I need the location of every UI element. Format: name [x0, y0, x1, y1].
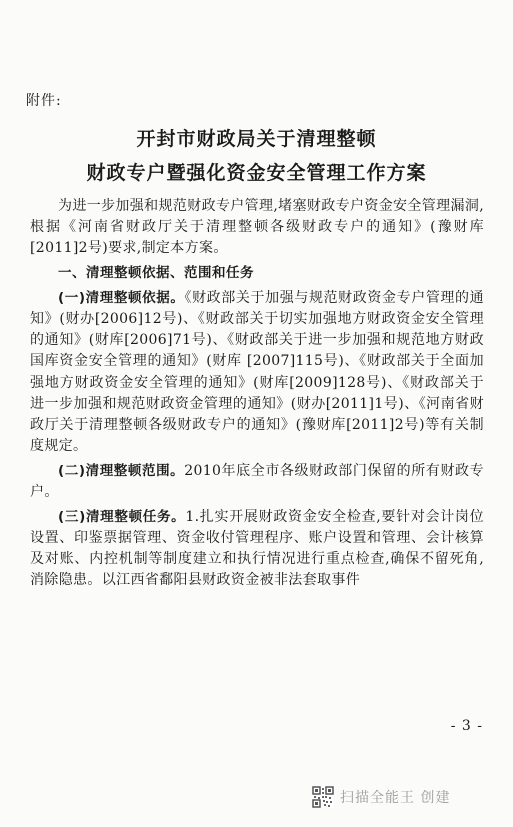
item-3-text: 1.扎实开展财政资金安全检查,要针对会计岗位设置、印鉴票据管理、资金收付管理程序、账户设置和管理、会计核算及对账、内控机制等制度建立和执行情况进行重点检查,确保不留死角,消除隐患。以江西省鄱阳县财政资金被非法套取事件 [30, 508, 484, 589]
document-title-line-2: 财政专户暨强化资金安全管理工作方案 [86, 162, 427, 184]
intro-paragraph: 为进一步加强和规范财政专户管理,堵塞财政专户资金安全管理漏洞, 根据《河南省财政厅关于清理整顿各级财政专户的通知》(豫财库[2011]2号)要求,制定本方案。 [30, 198, 484, 257]
item-2-lead: (二)清理整顿范围。 [58, 462, 185, 479]
item-2-text: 2010年底全市各级财政部门保留的所有财政专户。 [30, 462, 484, 501]
item-3-paragraph [30, 507, 484, 592]
attachment-label: 附件: [26, 93, 62, 109]
item-2-paragraph [30, 461, 484, 503]
qr-code-icon [312, 786, 334, 808]
item-1-paragraph [30, 288, 484, 458]
page-number: - 3 - [450, 718, 483, 734]
scanner-watermark [312, 784, 450, 810]
watermark-text: 扫描全能王 创建 [340, 790, 451, 806]
section-1-heading: 一、清理整顿依据、范围和任务 [58, 265, 254, 282]
document-body [30, 196, 484, 595]
item-3-lead: (三)清理整顿任务。 [58, 508, 186, 525]
item-1-lead: (一)清理整顿依据。 [58, 289, 185, 306]
document-title-line-1: 开封市财政局关于清理整顿 [136, 128, 377, 150]
item-1-text: 《财政部关于加强与规范财政资金专户管理的通知》(财办[2006]12号)、《财政部关于切实加强地方财政资金安全管理的通知》(财库[2006]71号)、《财政部关于进一步加强和规范地方财政国库资金安全管理的通知》(财库 [2007]115号)、《财政部关于全面加强地方财政资金安全管理的通知》(财库[2009]128号)、《财政部关于进一步加强和规范财政资金管理的通知》(财办[2011]1号)、《河南省财政厅关于清理整顿各级财政专户的通知》(豫财库[2011]2号)等有关制度规定。 [30, 289, 484, 455]
